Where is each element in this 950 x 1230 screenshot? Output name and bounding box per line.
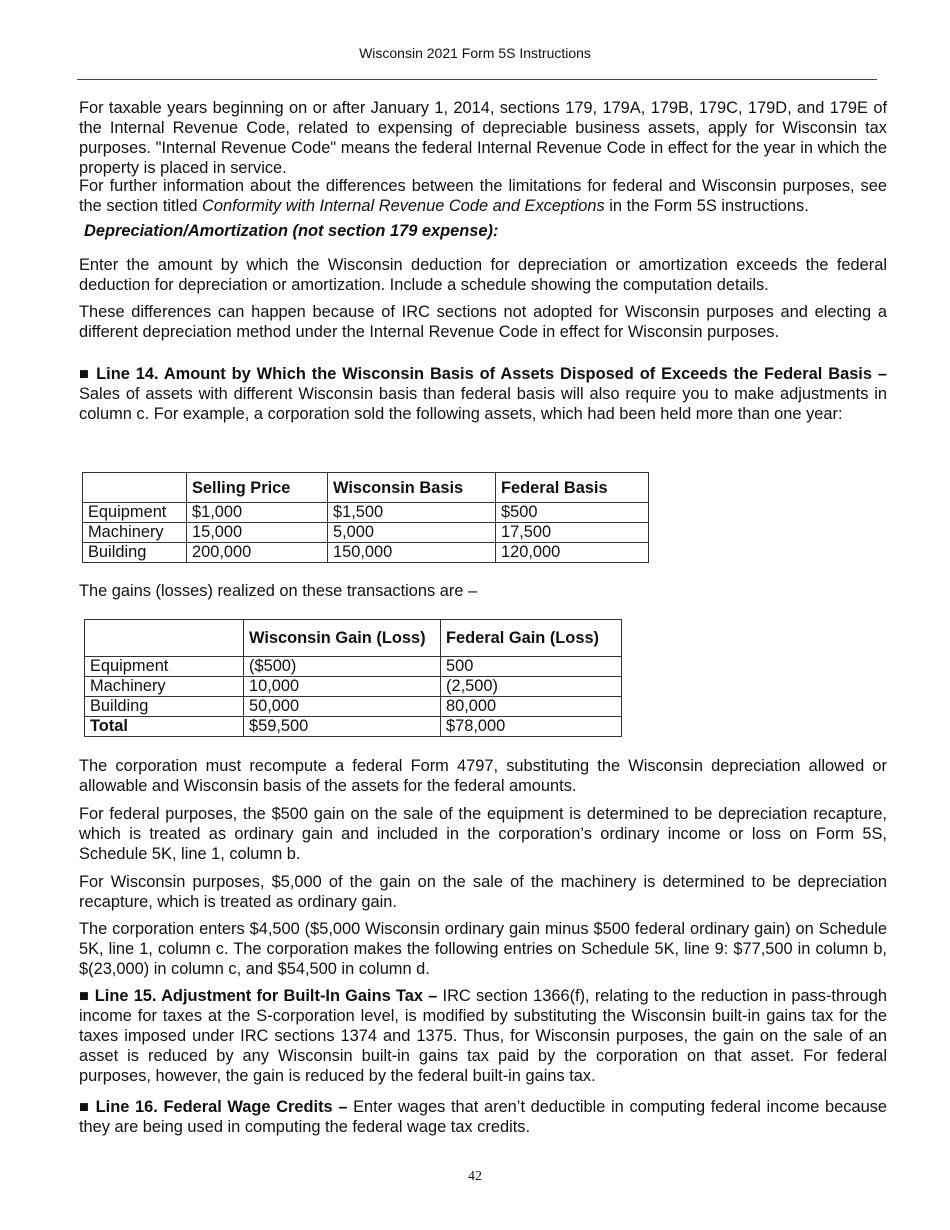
paragraph-federal-purposes: For federal purposes, the $500 gain on the sale of the equipment is determined to be depreciation recapture, which is treated as ordinary gain and included in the corporation’s ordinary income or loss on Form 5S, Schedule 5K, line 1, column b. [79,805,887,863]
text: in the Form 5S instructions. [604,197,809,215]
table-row [85,657,622,677]
cell: 15,000 [187,523,328,543]
paragraph-differences: These differences can happen because of IRC sections not adopted for Wisconsin purposes and electing a different depreciation method under the Internal Revenue Code in effect for Wisconsin purposes. [79,303,887,341]
column-header: Wisconsin Basis [328,473,496,503]
cell: 17,500 [496,523,649,543]
table-row [85,697,622,717]
cell: $1,000 [187,503,328,523]
cell: $500 [496,503,649,523]
section-reference: Conformity with Internal Revenue Code and Exceptions [202,197,605,215]
cell: $78,000 [441,717,622,737]
paragraph-line-16 [79,1097,887,1137]
text: Sales of assets with different Wisconsin basis than federal basis will also require you to make adjustments in column c. For example, a corporation sold the following assets, which had been held more than one year: [79,385,887,423]
table-row [83,503,649,523]
paragraph-line-14 [79,364,887,424]
line-16-heading: ■ Line 16. Federal Wage Credits – [79,1098,348,1116]
column-header: Wisconsin Gain (Loss) [244,620,441,657]
table-row [83,523,649,543]
text: IRC section 1366(f), relating to the reduction in pass-through income for taxes at the S-corporation level, is modified by substituting the Wisconsin built-in gains tax for the taxes imposed under IRC sections 1374 and 1375. Thus, for Wisconsin purposes, the gain on the sale of an asset is reduced by any Wisconsin built-in gains tax paid by the corporation on that asset. For federal purposes, however, the gain is reduced by the federal built-in gains tax. [79,987,887,1085]
header-divider [77,79,877,80]
running-header: Wisconsin 2021 Form 5S Instructions [359,45,591,61]
column-header [83,473,187,503]
cell: Building [85,697,244,717]
paragraph-form-4797: The corporation must recompute a federal Form 4797, substituting the Wisconsin depreciation allowed or allowable and Wisconsin basis of the assets for the federal amounts. [79,757,887,795]
assets-basis-table [82,472,649,563]
gains-losses-table [84,619,622,737]
paragraph-further-info [79,176,887,216]
line-14-heading: ■ Line 14. Amount by Which the Wisconsin Basis of Assets Disposed of Exceeds the Federal Basis – [79,365,887,383]
cell: 50,000 [244,697,441,717]
cell: $1,500 [328,503,496,523]
cell: Machinery [85,677,244,697]
cell: 500 [441,657,622,677]
gains-intro: The gains (losses) realized on these transactions are – [79,582,478,600]
cell: Equipment [85,657,244,677]
column-header: Federal Gain (Loss) [441,620,622,657]
cell: ($500) [244,657,441,677]
column-header [85,620,244,657]
table-total-row [85,717,622,737]
cell: Machinery [83,523,187,543]
column-header: Federal Basis [496,473,649,503]
cell: $59,500 [244,717,441,737]
cell: 200,000 [187,543,328,563]
table-row [83,543,649,563]
cell: (2,500) [441,677,622,697]
column-header: Selling Price [187,473,328,503]
cell: Total [85,717,244,737]
paragraph-depreciation: Enter the amount by which the Wisconsin deduction for depreciation or amortization exceeds the federal deduction for depreciation or amortization. Include a schedule showing the computation details. [79,256,887,294]
page-number: 42 [468,1169,482,1184]
line-15-heading: ■ Line 15. Adjustment for Built-In Gains Tax – [79,987,438,1005]
cell: 5,000 [328,523,496,543]
table-header-row [83,473,649,503]
text: Enter wages that aren’t deductible in computing federal income because they are being used in computing the federal wage tax credits. [79,1098,887,1136]
cell: 10,000 [244,677,441,697]
paragraph-wisconsin-purposes: For Wisconsin purposes, $5,000 of the gain on the sale of the machinery is determined to be depreciation recapture, which is treated as ordinary gain. [79,873,887,911]
table-header-row [85,620,622,657]
heading-depreciation: Depreciation/Amortization (not section 179 expense): [84,222,499,240]
table-row [85,677,622,697]
cell: 150,000 [328,543,496,563]
cell: 120,000 [496,543,649,563]
cell: Equipment [83,503,187,523]
text: For further information about the differences between the limitations for federal and Wisconsin purposes, see the section titled [79,177,887,215]
cell: Building [83,543,187,563]
cell: 80,000 [441,697,622,717]
paragraph-section-179: For taxable years beginning on or after January 1, 2014, sections 179, 179A, 179B, 179C, 179D, and 179E of the Internal Revenue Code, related to expensing of depreciable business assets, apply for Wisconsin tax purposes. "Internal Revenue Code" means the federal Internal Revenue Code in effect for the year in which the property is placed in service. [79,99,887,177]
paragraph-line-15 [79,986,887,1086]
paragraph-schedule-5k: The corporation enters $4,500 ($5,000 Wisconsin ordinary gain minus $500 federal ordinary gain) on Schedule 5K, line 1, column c. The corporation makes the following entries on Schedule 5K, line 9: $77,500 in column b, $(23,000) in column c, and $54,500 in column d. [79,920,887,978]
